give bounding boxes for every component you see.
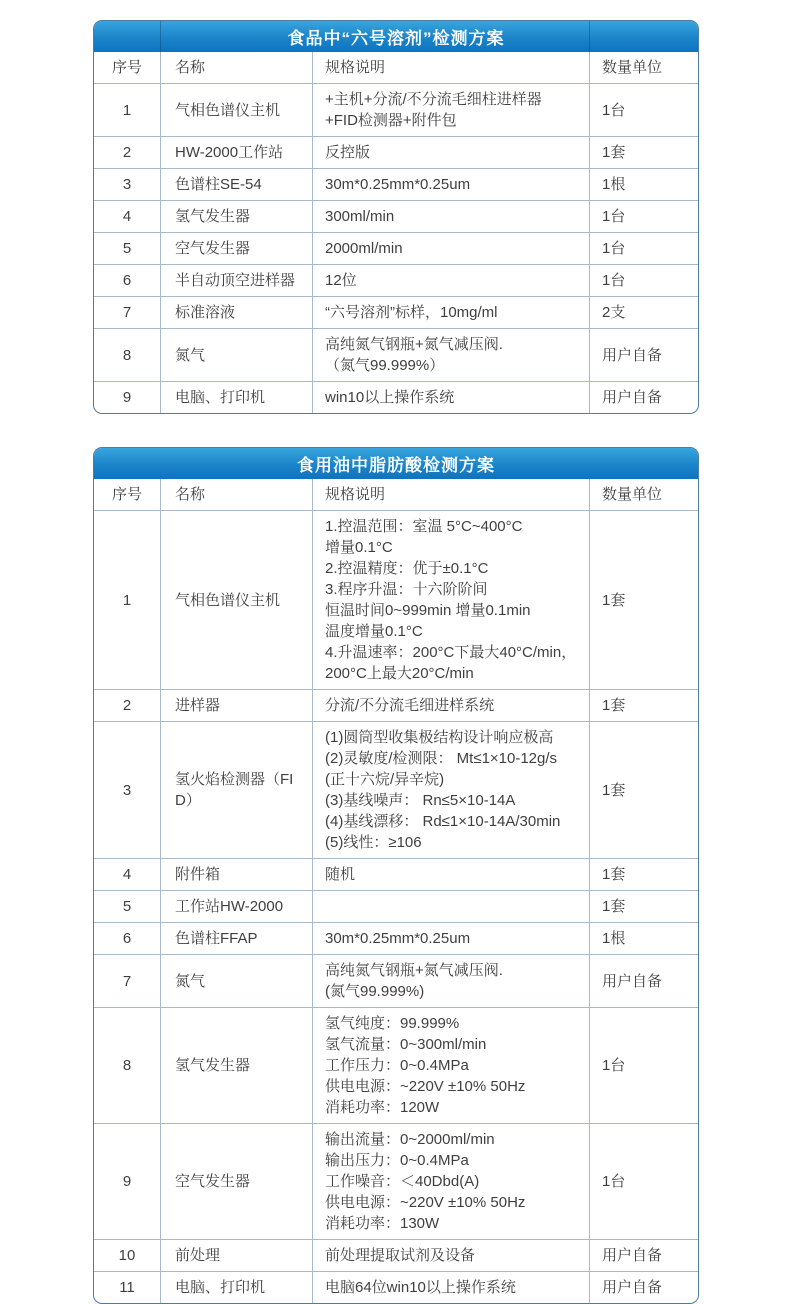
item-name-cell: 半自动顶空进样器	[160, 265, 312, 296]
item-name-cell: 气相色谱仪主机	[160, 511, 312, 689]
spec-line: (正十六烷/异辛烷)	[325, 771, 445, 788]
spec-line: 3.程序升温：十六阶阶间	[325, 581, 488, 598]
item-name-cell: 工作站HW-2000	[160, 891, 312, 922]
header-cell-quantity: 数量单位	[589, 52, 698, 83]
band-column-separator	[589, 21, 590, 52]
spec-line: (4)基线漂移： Rd≤1×10-14A/30min	[325, 813, 561, 830]
quantity-cell: 1套	[589, 722, 698, 858]
spec-line: win10以上操作系统	[325, 389, 455, 406]
spec-cell	[312, 1240, 589, 1271]
spec-cell	[312, 859, 589, 890]
quantity-cell: 1根	[589, 169, 698, 200]
item-name-cell: 氮气	[160, 955, 312, 1007]
spec-line: (氮气99.999%)	[325, 983, 425, 1000]
spec-line: 300ml/min	[325, 208, 395, 225]
table-title: 食用油中脂肪酸检测方案	[297, 456, 495, 475]
row-number-cell: 7	[122, 304, 132, 321]
spec-cell	[312, 511, 589, 689]
item-name-cell: HW-2000工作站	[160, 137, 312, 168]
table-row	[94, 1007, 698, 1123]
spec-cell	[312, 233, 589, 264]
band-column-separator	[160, 21, 161, 52]
row-number-cell: 4	[122, 208, 132, 225]
spec-line: 30m*0.25mm*0.25um	[325, 176, 471, 193]
quantity-cell: 1台	[589, 1008, 698, 1123]
row-number-cell: 6	[122, 930, 132, 947]
row-number-cell: 6	[122, 272, 132, 289]
table-row	[94, 890, 698, 922]
spec-line: 12位	[325, 272, 357, 289]
spec-line: 30m*0.25mm*0.25um	[325, 930, 471, 947]
table-row	[94, 381, 698, 413]
spec-line: 1.控温范围：室温 5°C~400°C	[325, 518, 523, 535]
spec-cell	[312, 1008, 589, 1123]
spec-cell	[312, 891, 589, 922]
quantity-cell: 用户自备	[589, 955, 698, 1007]
row-number-cell: 5	[122, 240, 132, 257]
spec-line: (2)灵敏度/检测限： Mt≤1×10-12g/s	[325, 750, 558, 767]
scheme-table	[93, 20, 699, 414]
item-name-cell: 氢火焰检测器（FID）	[160, 722, 312, 858]
table-row	[94, 296, 698, 328]
table-row	[94, 168, 698, 200]
spec-line: 温度增量0.1°C	[325, 623, 423, 640]
table-row	[94, 689, 698, 721]
quantity-cell: 1套	[589, 511, 698, 689]
spec-line: 2.控温精度：优于±0.1°C	[325, 560, 489, 577]
item-name-cell: 进样器	[160, 690, 312, 721]
spec-cell	[312, 923, 589, 954]
quantity-cell: 用户自备	[589, 1240, 698, 1271]
quantity-cell: 2支	[589, 297, 698, 328]
spec-line: 高纯氮气钢瓶+氮气减压阀.	[325, 962, 503, 979]
quantity-cell: 1套	[589, 137, 698, 168]
spec-line: 消耗功率：130W	[325, 1215, 440, 1232]
spec-line: (5)线性：≥106	[325, 834, 422, 851]
row-number-cell: 1	[122, 101, 132, 119]
table-title-band	[94, 448, 698, 479]
row-number-cell: 10	[118, 1247, 136, 1264]
table-row	[94, 721, 698, 858]
table-title-band	[94, 21, 698, 52]
quantity-cell: 1台	[589, 201, 698, 232]
spec-line: +FID检测器+附件包	[325, 112, 457, 129]
spec-cell	[312, 722, 589, 858]
spec-line: “六号溶剂”标样，10mg/ml	[325, 304, 498, 321]
spec-line: 供电电源：~220V ±10% 50Hz	[325, 1078, 526, 1095]
spec-cell	[312, 201, 589, 232]
row-number-cell: 9	[122, 389, 132, 406]
item-name-cell: 空气发生器	[160, 1124, 312, 1239]
quantity-cell: 1根	[589, 923, 698, 954]
spec-line: 工作压力：0~0.4MPa	[325, 1057, 469, 1074]
spec-line: 供电电源：~220V ±10% 50Hz	[325, 1194, 526, 1211]
table-row	[94, 232, 698, 264]
spec-cell	[312, 382, 589, 413]
spec-cell	[312, 1124, 589, 1239]
item-name-cell: 空气发生器	[160, 233, 312, 264]
item-name-cell: 氢气发生器	[160, 201, 312, 232]
quantity-cell: 1套	[589, 891, 698, 922]
spec-cell	[312, 690, 589, 721]
spec-line: 恒温时间0~999min 增量0.1min	[325, 602, 531, 619]
table-row	[94, 328, 698, 381]
item-name-cell: 电脑、打印机	[160, 382, 312, 413]
table-row	[94, 1239, 698, 1271]
table-row	[94, 858, 698, 890]
quantity-cell: 1台	[589, 265, 698, 296]
row-number-cell: 1	[122, 591, 132, 609]
spec-line: 工作噪音：＜40Dbd(A)	[325, 1173, 480, 1190]
spec-line: 消耗功率：120W	[325, 1099, 440, 1116]
table-body	[94, 83, 698, 413]
table-row	[94, 922, 698, 954]
table-header-row	[94, 479, 698, 510]
row-number-cell: 4	[122, 866, 132, 883]
spec-line: 分流/不分流毛细进样系统	[325, 697, 495, 714]
quantity-cell: 1台	[589, 1124, 698, 1239]
spec-line: （氮气99.999%）	[325, 357, 445, 374]
spec-line: (1)圆筒型收集极结构设计响应极高	[325, 729, 554, 746]
header-cell-spec: 规格说明	[312, 52, 589, 83]
spec-cell	[312, 137, 589, 168]
header-cell-index: 序号	[111, 59, 142, 76]
quantity-cell: 用户自备	[589, 329, 698, 381]
table-row	[94, 1123, 698, 1239]
spec-cell	[312, 1272, 589, 1303]
table-row	[94, 83, 698, 136]
item-name-cell: 色谱柱FFAP	[160, 923, 312, 954]
header-cell-quantity: 数量单位	[589, 479, 698, 510]
spec-line: 2000ml/min	[325, 240, 403, 257]
spec-line: 输出流量：0~2000ml/min	[325, 1131, 495, 1148]
row-number-cell: 5	[122, 898, 132, 915]
row-number-cell: 7	[122, 972, 132, 990]
table-row	[94, 200, 698, 232]
spec-line: (3)基线噪声： Rn≤5×10-14A	[325, 792, 516, 809]
spec-cell	[312, 84, 589, 136]
header-cell-spec: 规格说明	[312, 479, 589, 510]
row-number-cell: 9	[122, 1173, 132, 1190]
row-number-cell: 2	[122, 144, 132, 161]
quantity-cell: 用户自备	[589, 382, 698, 413]
row-number-cell: 8	[122, 1057, 132, 1074]
item-name-cell: 电脑、打印机	[160, 1272, 312, 1303]
table-row	[94, 954, 698, 1007]
spec-line: 高纯氮气钢瓶+氮气减压阀.	[325, 336, 503, 353]
spec-line: 前处理提取试剂及设备	[325, 1247, 476, 1264]
item-name-cell: 标准溶液	[160, 297, 312, 328]
header-cell-name: 名称	[160, 52, 312, 83]
item-name-cell: 附件箱	[160, 859, 312, 890]
row-number-cell: 2	[122, 697, 132, 714]
scheme-table	[93, 447, 699, 1304]
quantity-cell: 用户自备	[589, 1272, 698, 1303]
table-row	[94, 264, 698, 296]
item-name-cell: 色谱柱SE-54	[160, 169, 312, 200]
quantity-cell: 1套	[589, 690, 698, 721]
spec-line: 氢气流量：0~300ml/min	[325, 1036, 487, 1053]
item-name-cell: 氢气发生器	[160, 1008, 312, 1123]
item-name-cell: 气相色谱仪主机	[160, 84, 312, 136]
spec-line: +主机+分流/不分流毛细柱进样器	[325, 91, 542, 108]
spec-line: 增量0.1°C	[325, 539, 393, 556]
table-body	[94, 510, 698, 1303]
table-title: 食品中“六号溶剂”检测方案	[287, 29, 505, 48]
table-row	[94, 1271, 698, 1303]
spec-cell	[312, 955, 589, 1007]
item-name-cell: 前处理	[160, 1240, 312, 1271]
table-row	[94, 136, 698, 168]
spec-line: 反控版	[325, 144, 371, 161]
spec-cell	[312, 265, 589, 296]
quantity-cell: 1套	[589, 859, 698, 890]
spec-line: 电脑64位win10以上操作系统	[325, 1279, 516, 1296]
row-number-cell: 11	[119, 1279, 135, 1296]
spec-line: 氢气纯度：99.999%	[325, 1015, 460, 1032]
row-number-cell: 8	[122, 346, 132, 364]
row-number-cell: 3	[122, 176, 132, 193]
table-row	[94, 510, 698, 689]
spec-line: 输出压力：0~0.4MPa	[325, 1152, 469, 1169]
spec-cell	[312, 169, 589, 200]
spec-line: 随机	[325, 866, 356, 883]
header-cell-index: 序号	[111, 486, 142, 503]
quantity-cell: 1台	[589, 233, 698, 264]
spec-line: 200°C上最大20°C/min	[325, 665, 474, 682]
header-cell-name: 名称	[160, 479, 312, 510]
spec-cell	[312, 329, 589, 381]
spec-line: 4.升温速率：200°C下最大40°C/min，	[325, 644, 577, 661]
item-name-cell: 氮气	[160, 329, 312, 381]
table-header-row	[94, 52, 698, 83]
row-number-cell: 3	[122, 781, 132, 799]
spec-cell	[312, 297, 589, 328]
quantity-cell: 1台	[589, 84, 698, 136]
